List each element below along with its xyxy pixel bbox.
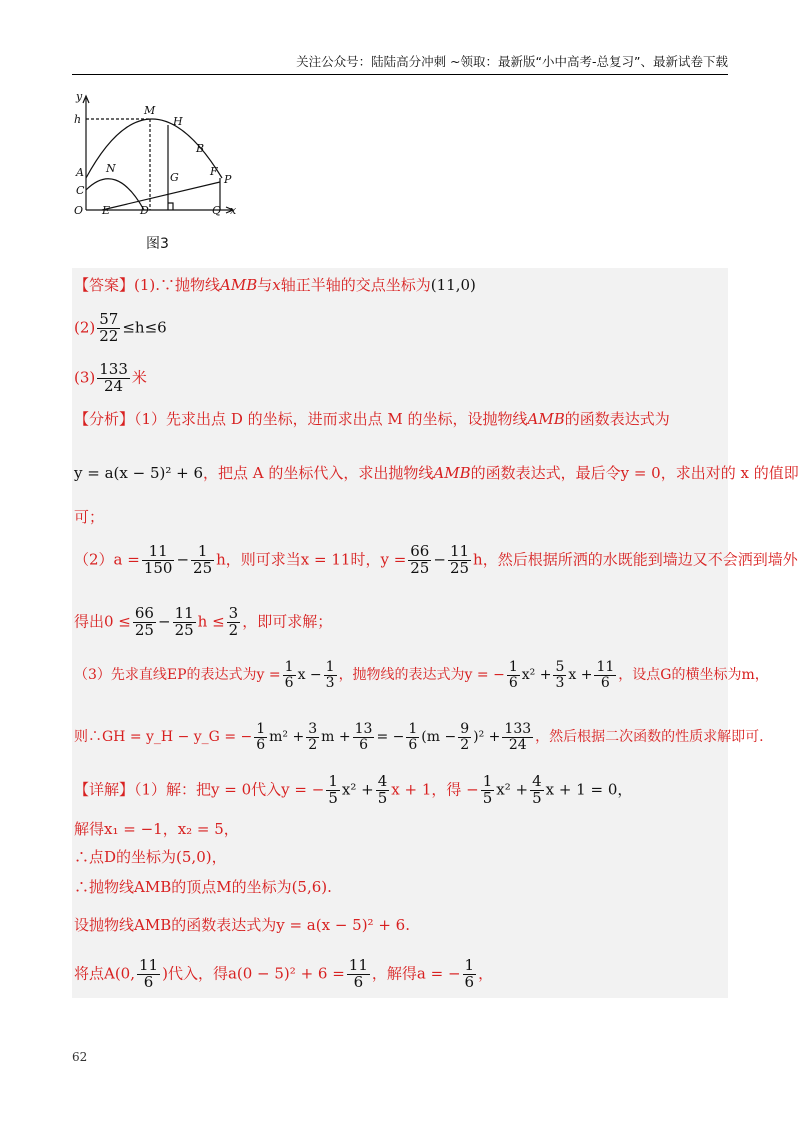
- label-e: E: [102, 204, 111, 217]
- label-h: h: [74, 113, 82, 126]
- right-angle-mark: [168, 203, 173, 210]
- answer-line-3: (3) $\frac{133}{24}$ 米: [74, 360, 147, 395]
- label-a: A: [76, 166, 84, 179]
- detail-tag: 【详解】: [74, 780, 135, 799]
- analysis-line-1: 【分析】（1）先求出点 D 的坐标，进而求出点 M 的坐标，设抛物线AMB的函数表达式为: [74, 410, 670, 428]
- line-ep: [102, 182, 220, 210]
- label-y: y: [76, 90, 83, 103]
- label-m: M: [144, 104, 156, 117]
- label-f: F: [210, 165, 218, 178]
- detail-line-4: ∴抛物线AMB的顶点M的坐标为(5,6).: [74, 878, 332, 896]
- analysis-line-7: 则∴GH = y_H − y_G = − $\frac{1}{6}$ m² + $\frac{3}{2}$ m + $\frac{13}{6}$ = − $\frac{1}{6}$ (m − $\frac{9}{2}$ )² + $\frac{133}{24}$ ，然后根据二次函数的性质求解即可.: [74, 721, 764, 753]
- label-q: Q: [212, 204, 222, 217]
- label-h-point: H: [173, 115, 183, 128]
- parabola-figure: [72, 90, 242, 230]
- detail-line-6: 将点A(0, $\frac{11}{6}$ )代入，得a(0 − 5)² + 6 = $\frac{11}{6}$ ，解得a = − $\frac{1}{6}$ ，: [74, 956, 494, 991]
- answer-tag: 【答案】: [74, 276, 135, 294]
- label-g: G: [170, 171, 179, 184]
- label-p: P: [224, 173, 232, 186]
- detail-line-3: ∴点D的坐标为(5,0)，: [74, 848, 227, 866]
- label-x: x: [230, 204, 237, 217]
- answer-line-1: 【答案】(1).∵抛物线AMB与x轴正半轴的交点坐标为(11,0): [74, 276, 476, 294]
- analysis-line-4: （2）a = $\frac{11}{150}$ − $\frac{1}{25}$ h，则可求当x = 11时，y = $\frac{66}{25}$ − $\frac{11}{25}$ h，然后根据所洒的水既能到墙边又不会洒到墙外: [74, 542, 798, 577]
- detail-line-1: 【详解】（1）解：把y = 0代入y = − $\frac{1}{5}$ x² + $\frac{4}{5}$ x + 1，得 − $\frac{1}{5}$ x² + $\frac{4}{5}$ x + 1 = 0，: [74, 772, 633, 807]
- analysis-tag: 【分析】: [74, 410, 135, 428]
- label-b: B: [196, 142, 205, 155]
- detail-line-2: 解得x₁ = −1，x₂ = 5，: [74, 820, 239, 838]
- analysis-line-6: （3）先求直线EP的表达式为y = $\frac{1}{6}$ x − $\frac{1}{3}$ ，抛物线的表达式为y = − $\frac{1}{6}$ x² + $\frac{5}{3}$ x + $\frac{11}{6}$ ，设点G的横坐标为m，: [74, 659, 769, 691]
- answer-line-2: (2) $\frac{57}{22}$ ≤h≤6: [74, 310, 167, 345]
- label-d: D: [140, 204, 149, 217]
- label-n: N: [106, 162, 116, 175]
- analysis-line-5: 得出0 ≤ $\frac{66}{25}$ − $\frac{11}{25}$ h ≤ $\frac{3}{2}$ ，即可求解；: [74, 604, 333, 639]
- figure-caption: 图3: [146, 236, 169, 252]
- analysis-line-2: y = a(x − 5)² + 6，把点 A 的坐标代入，求出抛物线AMB的函数表达式，最后令y = 0，求出对的 x 的值即: [74, 464, 799, 482]
- fraction: $\frac{57}{22}$: [99, 310, 119, 345]
- fraction: $\frac{133}{24}$: [99, 360, 128, 395]
- page-header: [72, 52, 728, 75]
- label-o: O: [74, 204, 84, 217]
- detail-line-5: 设抛物线AMB的函数表达式为y = a(x − 5)² + 6.: [74, 916, 410, 934]
- label-c: C: [76, 184, 85, 197]
- analysis-line-3: 可；: [74, 508, 105, 526]
- page-number: 62: [72, 1050, 88, 1064]
- header-text: 关注公众号：陆陆高分冲刺 ~领取：最新版“小中高考-总复习”、最新试卷下载: [296, 54, 728, 69]
- parabola-cnd: [86, 179, 144, 210]
